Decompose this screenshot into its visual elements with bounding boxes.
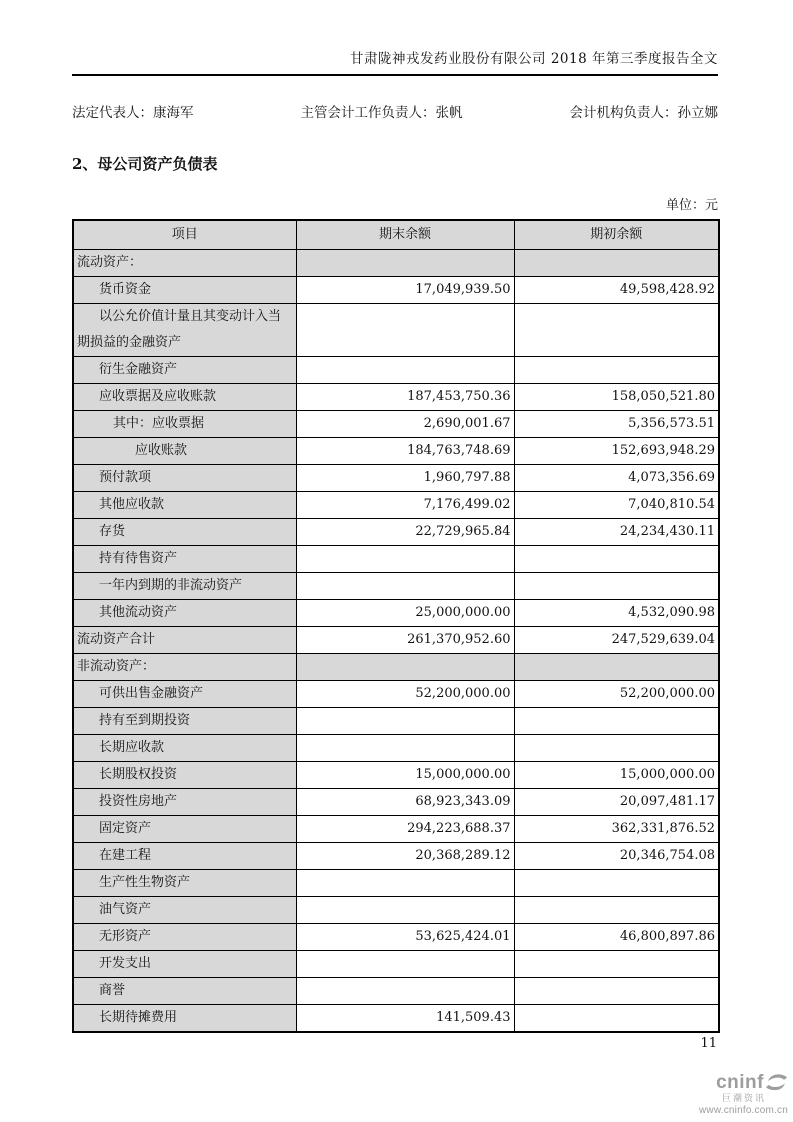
table-row [73,789,719,816]
ending-balance-cell: 25,000,000.00 [296,600,514,627]
ending-balance-cell: 53,625,424.01 [296,924,514,951]
ending-balance-cell [296,735,514,762]
table-row [73,978,719,1005]
ending-balance-cell: 22,729,965.84 [296,519,514,546]
beginning-balance-cell: 4,073,356.69 [514,465,719,492]
table-row [73,357,719,384]
table-row [73,384,719,411]
table-row [73,627,719,654]
ending-balance-cell: 187,453,750.36 [296,384,514,411]
beginning-balance-cell [514,546,719,573]
item-cell: 长期应收款 [73,735,296,762]
item-cell: 应收账款 [73,438,296,465]
ending-balance-cell: 52,200,000.00 [296,681,514,708]
ending-balance-cell [296,978,514,1005]
table-row [73,438,719,465]
beginning-balance-cell: 15,000,000.00 [514,762,719,789]
beginning-balance-cell: 4,532,090.98 [514,600,719,627]
table-row [73,250,719,277]
ending-balance-cell [296,357,514,384]
item-cell: 持有待售资产 [73,546,296,573]
beginning-balance-cell [514,250,719,277]
beginning-balance-cell: 5,356,573.51 [514,411,719,438]
item-cell: 流动资产合计 [73,627,296,654]
beginning-balance-cell: 20,097,481.17 [514,789,719,816]
item-cell: 油气资产 [73,897,296,924]
table-row [73,897,719,924]
beginning-balance-cell: 152,693,948.29 [514,438,719,465]
table-row [73,465,719,492]
col-header-ending-balance: 期末余额 [296,220,514,250]
report-header-title: 甘肃陇神戎发药业股份有限公司 2018 年第三季度报告全文 [72,50,718,76]
beginning-balance-cell: 46,800,897.86 [514,924,719,951]
page-number: 11 [700,1036,717,1051]
ending-balance-cell: 2,690,001.67 [296,411,514,438]
table-row [73,708,719,735]
ending-balance-cell: 1,960,797.88 [296,465,514,492]
table-row [73,411,719,438]
beginning-balance-cell: 7,040,810.54 [514,492,719,519]
beginning-balance-cell [514,304,719,357]
beginning-balance-cell [514,870,719,897]
table-row [73,924,719,951]
item-cell: 生产性生物资产 [73,870,296,897]
item-cell: 其中：应收票据 [73,411,296,438]
ending-balance-cell [296,250,514,277]
item-cell: 存货 [73,519,296,546]
item-cell: 固定资产 [73,816,296,843]
beginning-balance-cell [514,897,719,924]
item-cell: 持有至到期投资 [73,708,296,735]
table-row [73,304,719,357]
ending-balance-cell: 184,763,748.69 [296,438,514,465]
section-title: 2、母公司资产负债表 [72,155,218,173]
ending-balance-cell: 20,368,289.12 [296,843,514,870]
beginning-balance-cell [514,951,719,978]
item-cell: 货币资金 [73,277,296,304]
beginning-balance-cell [514,978,719,1005]
table-row [73,654,719,681]
beginning-balance-cell: 158,050,521.80 [514,384,719,411]
cninfo-logo [668,1072,788,1116]
item-cell: 衍生金融资产 [73,357,296,384]
item-cell: 流动资产： [73,250,296,277]
ending-balance-cell: 294,223,688.37 [296,816,514,843]
item-cell: 长期待摊费用 [73,1005,296,1033]
table-row [73,546,719,573]
item-cell: 非流动资产： [73,654,296,681]
table-row [73,735,719,762]
ending-balance-cell [296,708,514,735]
beginning-balance-cell [514,573,719,600]
table-row [73,573,719,600]
unit-label: 单位：元 [665,198,718,213]
item-cell: 长期股权投资 [73,762,296,789]
beginning-balance-cell: 52,200,000.00 [514,681,719,708]
col-header-item: 项目 [73,220,296,250]
table-row [73,951,719,978]
beginning-balance-cell [514,735,719,762]
beginning-balance-cell: 362,331,876.52 [514,816,719,843]
item-cell: 其他流动资产 [73,600,296,627]
ending-balance-cell [296,951,514,978]
ending-balance-cell [296,870,514,897]
cninfo-subtitle: 巨潮资讯 [721,1093,766,1103]
item-cell: 以公允价值计量且其变动计入当期损益的金融资产 [73,304,296,357]
ending-balance-cell: 141,509.43 [296,1005,514,1033]
col-header-beginning-balance: 期初余额 [514,220,719,250]
legal-representative: 法定代表人：康海军 [72,105,194,121]
cninfo-url: www.cninfo.com.cn [699,1105,788,1116]
table-row [73,600,719,627]
beginning-balance-cell [514,1005,719,1033]
table-row [73,519,719,546]
ending-balance-cell: 261,370,952.60 [296,627,514,654]
beginning-balance-cell: 247,529,639.04 [514,627,719,654]
beginning-balance-cell [514,708,719,735]
ending-balance-cell: 15,000,000.00 [296,762,514,789]
cninfo-brand-text: cninf [716,1072,764,1093]
table-row [73,816,719,843]
balance-sheet-table [72,219,720,1033]
item-cell: 可供出售金融资产 [73,681,296,708]
beginning-balance-cell [514,654,719,681]
beginning-balance-cell: 20,346,754.08 [514,843,719,870]
cninfo-swoosh-icon [765,1072,788,1093]
table-row [73,681,719,708]
table-row [73,492,719,519]
item-cell: 其他应收款 [73,492,296,519]
accounting-org-head: 会计机构负责人：孙立娜 [569,105,718,121]
item-cell: 应收票据及应收账款 [73,384,296,411]
table-row [73,762,719,789]
item-cell: 开发支出 [73,951,296,978]
item-cell: 无形资产 [73,924,296,951]
beginning-balance-cell: 24,234,430.11 [514,519,719,546]
ending-balance-cell: 7,176,499.02 [296,492,514,519]
beginning-balance-cell: 49,598,428.92 [514,277,719,304]
balance-sheet-body [73,250,719,1033]
signature-line [72,105,718,121]
ending-balance-cell [296,897,514,924]
item-cell: 商誉 [73,978,296,1005]
ending-balance-cell: 68,923,343.09 [296,789,514,816]
ending-balance-cell [296,654,514,681]
item-cell: 一年内到期的非流动资产 [73,573,296,600]
beginning-balance-cell [514,357,719,384]
table-row [73,870,719,897]
ending-balance-cell [296,546,514,573]
table-row [73,1005,719,1033]
accounting-supervisor: 主管会计工作负责人：张帆 [300,105,463,121]
ending-balance-cell [296,573,514,600]
item-cell: 投资性房地产 [73,789,296,816]
item-cell: 在建工程 [73,843,296,870]
item-cell: 预付款项 [73,465,296,492]
ending-balance-cell: 17,049,939.50 [296,277,514,304]
ending-balance-cell [296,304,514,357]
table-row [73,843,719,870]
table-row [73,277,719,304]
table-header-row [73,220,719,250]
